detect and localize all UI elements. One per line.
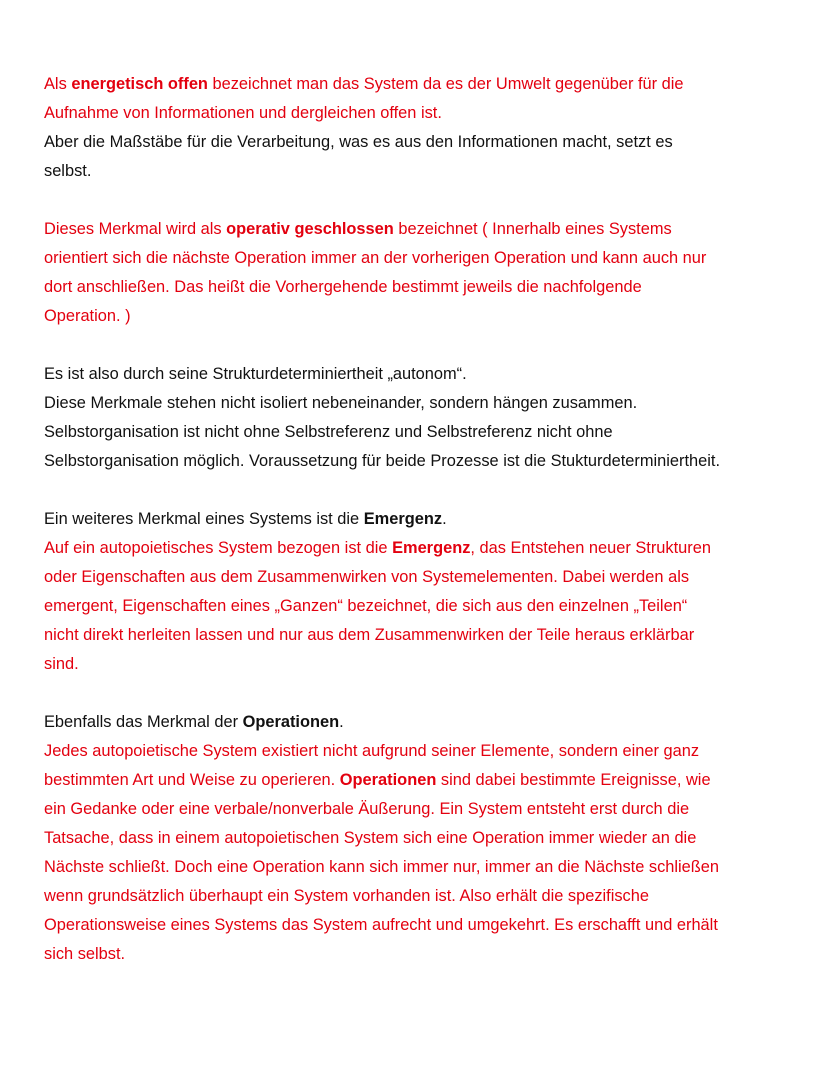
text-line: Dieses Merkmal wird als operativ geschlossen bezeichnet ( Innerhalb eines Systems bbox=[44, 220, 672, 238]
text-line: nicht direkt herleiten lassen und nur aus dem Zusammenwirken der Teile heraus erklärbar bbox=[44, 626, 695, 644]
paragraph-operationen bbox=[44, 708, 814, 969]
text-line: wenn grundsätzlich überhaupt ein System vorhanden ist. Also erhält die spezifische bbox=[44, 887, 649, 905]
text-line: ein Gedanke oder eine verbale/nonverbale Äußerung. Ein System entsteht erst durch die bbox=[44, 800, 690, 818]
text-line: sich selbst. bbox=[44, 945, 126, 963]
paragraph-gap bbox=[44, 679, 814, 708]
term-energetisch-offen: energetisch offen bbox=[71, 75, 208, 93]
text-line: sind. bbox=[44, 655, 79, 673]
text-line: Selbstorganisation möglich. Voraussetzung für beide Prozesse ist die Stukturdeterminiertheit. bbox=[44, 452, 721, 470]
text-line: orientiert sich die nächste Operation immer an der vorherigen Operation und kann auch nur bbox=[44, 249, 707, 267]
text-line: Operationsweise eines Systems das System aufrecht und umgekehrt. Es erschafft und erhält bbox=[44, 916, 718, 934]
paragraph-autonom bbox=[44, 360, 814, 476]
text-line: Ebenfalls das Merkmal der Operationen. bbox=[44, 713, 344, 731]
text-line: Aufnahme von Informationen und dergleichen offen ist. bbox=[44, 104, 442, 122]
term-operationen: Operationen bbox=[339, 771, 437, 789]
term-emergenz: Emergenz bbox=[363, 510, 443, 528]
text-line: Auf ein autopoietisches System bezogen ist die Emergenz, das Entstehen neuer Strukturen bbox=[44, 539, 711, 557]
text-line: Ein weiteres Merkmal eines Systems ist die Emergenz. bbox=[44, 510, 447, 528]
text-line: dort anschließen. Das heißt die Vorhergehende bestimmt jeweils die nachfolgende bbox=[44, 278, 642, 296]
paragraph-energetisch-offen bbox=[44, 70, 814, 186]
text-line: selbst. bbox=[44, 162, 92, 180]
text-line: Es ist also durch seine Strukturdeterminiertheit „autonom“. bbox=[44, 365, 467, 383]
text-line: Aber die Maßstäbe für die Verarbeitung, was es aus den Informationen macht, setzt es bbox=[44, 133, 673, 151]
document-body bbox=[44, 70, 814, 969]
text-line: Diese Merkmale stehen nicht isoliert nebeneinander, sondern hängen zusammen. bbox=[44, 394, 638, 412]
paragraph-gap bbox=[44, 476, 814, 505]
paragraph-gap bbox=[44, 186, 814, 215]
text-line: Als energetisch offen bezeichnet man das System da es der Umwelt gegenüber für die bbox=[44, 75, 684, 93]
text-line: Jedes autopoietische System existiert nicht aufgrund seiner Elemente, sondern einer ganz bbox=[44, 742, 700, 760]
text-line: bestimmten Art und Weise zu operieren. Operationen sind dabei bestimmte Ereignisse, wie bbox=[44, 771, 711, 789]
paragraph-emergenz bbox=[44, 505, 814, 679]
term-operationen: Operationen bbox=[242, 713, 340, 731]
paragraph-operativ-geschlossen bbox=[44, 215, 814, 331]
text-line: Nächste schließt. Doch eine Operation kann sich immer nur, immer an die Nächste schließen bbox=[44, 858, 720, 876]
paragraph-gap bbox=[44, 331, 814, 360]
text-line: Selbstorganisation ist nicht ohne Selbstreferenz und Selbstreferenz nicht ohne bbox=[44, 423, 613, 441]
text-line: oder Eigenschaften aus dem Zusammenwirken von Systemelementen. Dabei werden als bbox=[44, 568, 690, 586]
term-emergenz: Emergenz bbox=[392, 539, 471, 557]
text-line: Operation. ) bbox=[44, 307, 131, 325]
term-operativ-geschlossen: operativ geschlossen bbox=[226, 220, 394, 238]
text-line: emergent, Eigenschaften eines „Ganzen“ bezeichnet, die sich aus den einzelnen „Teilen“ bbox=[44, 597, 688, 615]
text-line: Tatsache, dass in einem autopoietischen System sich eine Operation immer wieder an die bbox=[44, 829, 697, 847]
